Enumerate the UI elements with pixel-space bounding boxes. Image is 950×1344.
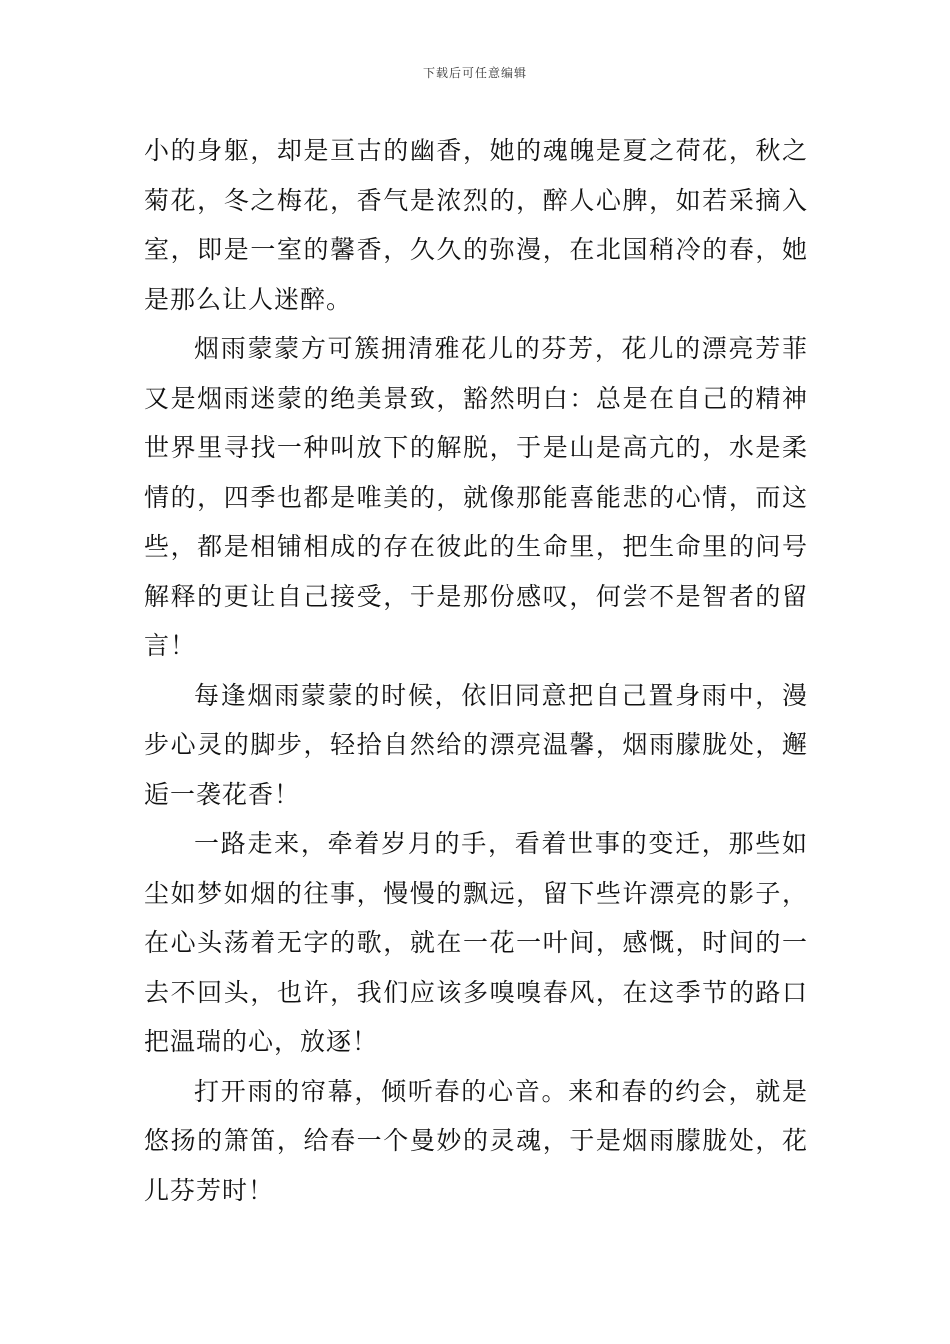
paragraph-1: 小的身躯，却是亘古的幽香，她的魂魄是夏之荷花，秋之菊花，冬之梅花，香气是浓烈的，醉人心脾，如若采摘入室，即是一室的馨香，久久的弥漫，在北国稍冷的春，她是那么让人迷醉。 <box>144 136 808 314</box>
document-body <box>144 126 808 1215</box>
paragraph-5: 打开雨的帘幕，倾听春的心音。来和春的约会，就是悠扬的箫笛，给春一个曼妙的灵魂，于是烟雨朦胧处，花儿芬芳时！ <box>144 1076 808 1205</box>
header-note: 下载后可任意编辑 <box>422 66 527 80</box>
paragraph-4: 一路走来，牵着岁月的手，看着世事的变迁，那些如尘如梦如烟的往事，慢慢的飘远，留下些许漂亮的影子，在心头荡着无字的歌，就在一花一叶间，感慨，时间的一去不回头，也许，我们应该多嗅嗅春风，在这季节的路口把温瑞的心，放逐！ <box>144 829 808 1056</box>
paragraph-3: 每逢烟雨蒙蒙的时候，依旧同意把自己置身雨中，漫步心灵的脚步，轻拾自然给的漂亮温馨，烟雨朦胧处，邂逅一袭花香！ <box>144 680 808 809</box>
paragraph-2: 烟雨蒙蒙方可簇拥清雅花儿的芬芳，花儿的漂亮芳菲又是烟雨迷蒙的绝美景致，豁然明白：总是在自己的精神世界里寻找一种叫放下的解脱，于是山是高亢的，水是柔情的，四季也都是唯美的，就像那能喜能悲的心情，而这些，都是相铺相成的存在彼此的生命里，把生命里的问号解释的更让自己接受，于是那份感叹，何尝不是智者的留言！ <box>144 334 808 660</box>
